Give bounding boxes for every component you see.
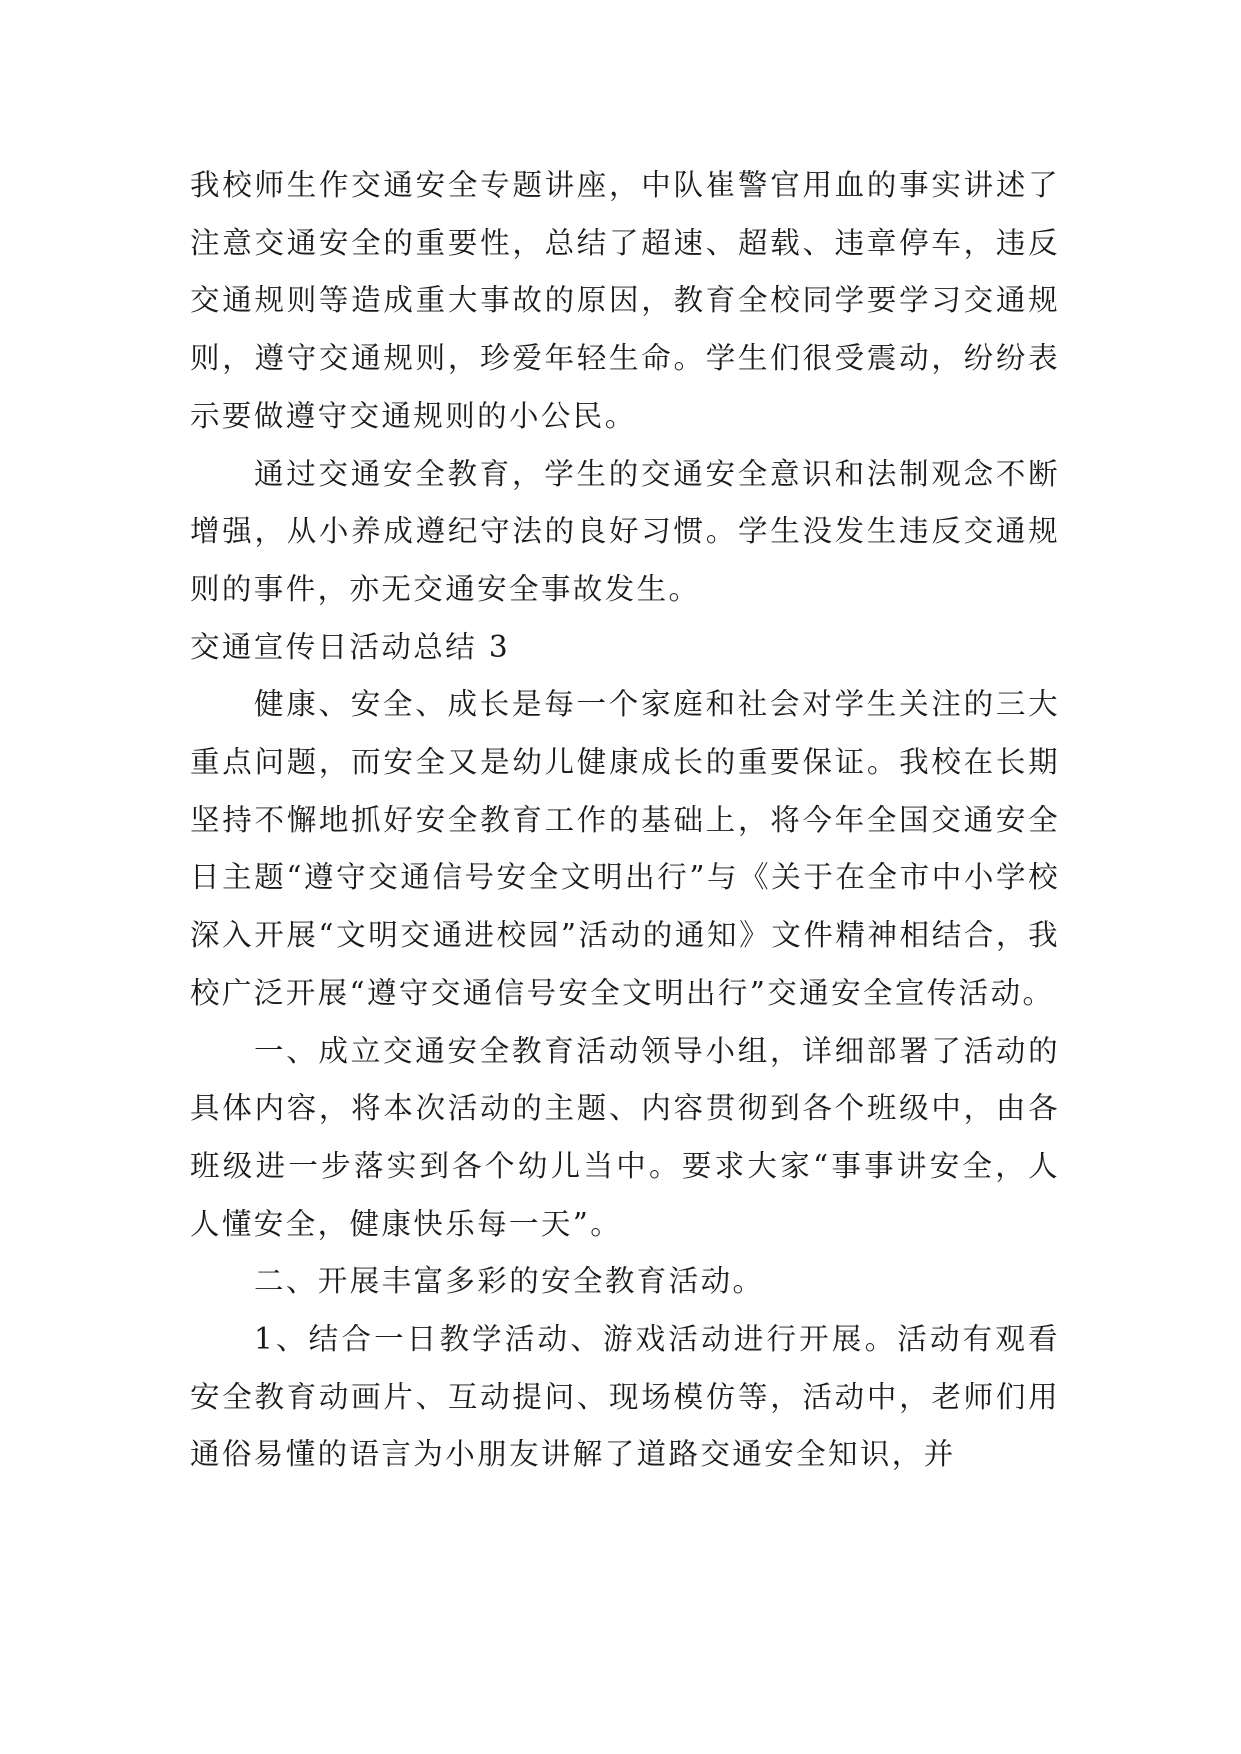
paragraph-item-3: 1、结合一日教学活动、游戏活动进行开展。活动有观看安全教育动画片、互动提问、现场模仿等，活动中，老师们用通俗易懂的语言为小朋友讲解了道路交通安全知识，并: [190, 1322, 1060, 1472]
paragraph-intro: 健康、安全、成长是每一个家庭和社会对学生关注的三大重点问题，而安全又是幼儿健康成长的重要保证。我校在长期坚持不懈地抓好安全教育工作的基础上，将今年全国交通安全日主题“遵守交通信号安全文明出行”与《关于在全市中小学校深入开展“文明交通进校园”活动的通知》文件精神相结合，我校广泛开展“遵守交通信号安全文明出行”交通安全宣传活动。: [190, 687, 1060, 1010]
section-heading: 交通宣传日活动总结 3: [190, 629, 511, 664]
paragraph-item-2: 二、开展丰富多彩的安全教育活动。: [254, 1264, 765, 1299]
paragraph-awareness: 通过交通安全教育，学生的交通安全意识和法制观念不断增强，从小养成遵纪守法的良好习惯。学生没发生违反交通规则的事件，亦无交通安全事故发生。: [190, 456, 1060, 606]
document-body: [190, 157, 1060, 1484]
paragraph-lecture: 我校师生作交通安全专题讲座，中队崔警官用血的事实讲述了注意交通安全的重要性，总结了超速、超载、违章停车，违反交通规则等造成重大事故的原因，教育全校同学要学习交通规则，遵守交通规则，珍爱年轻生命。学生们很受震动，纷纷表示要做遵守交通规则的小公民。: [190, 168, 1060, 433]
paragraph-item-1: 一、成立交通安全教育活动领导小组，详细部署了活动的具体内容，将本次活动的主题、内容贯彻到各个班级中，由各班级进一步落实到各个幼儿当中。要求大家“事事讲安全，人人懂安全，健康快乐每一天”。: [190, 1033, 1060, 1241]
